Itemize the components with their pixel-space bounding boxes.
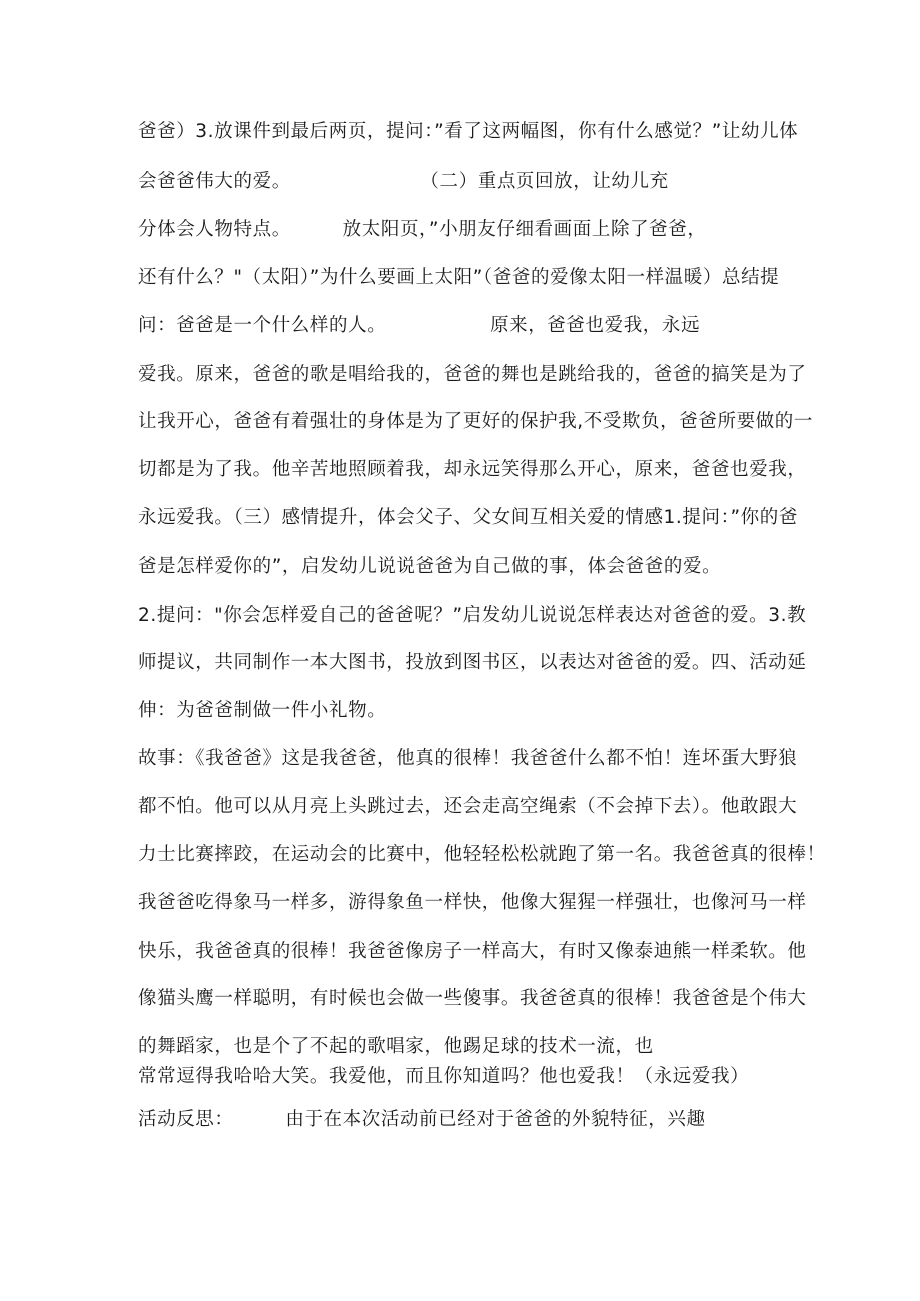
text-line: 分体会人物特点。 放太阳页，”小朋友仔细看画面上除了爸爸， <box>138 219 707 240</box>
text-line: 还有什么？"（太阳）”为什么要画上太阳”（爸爸的爱像太阳一样温暖）总结提 <box>138 267 780 288</box>
text-line: 师提议，共同制作一本大图书，投放到图书区，以表达对爸爸的爱。四、活动延 <box>138 652 807 673</box>
text-line: 问：爸爸是一个什么样的人。 原来，爸爸也爱我，永远 <box>138 315 701 336</box>
text-line: 切都是为了我。他辛苦地照顾着我，却永远笑得那么开心，原来，爸爸也爱我， <box>138 459 807 480</box>
text-line: 的舞蹈家，也是个了不起的歌唱家，他踢足球的技术一流，也 <box>138 1036 654 1057</box>
text-line: 故事：《我爸爸》这是我爸爸，他真的很棒！我爸爸什么都不怕！连坏蛋大野狼 <box>138 748 798 769</box>
text-line: 爸爸）3.放课件到最后两页，提问：”看了这两幅图，你有什么感觉？”让幼儿体 <box>138 121 799 142</box>
text-line: 会爸爸伟大的爱。 （二）重点页回放，让幼儿充 <box>138 171 669 192</box>
text-line: 我爸爸吃得象马一样多，游得象鱼一样快，他像大猩猩一样强壮，也像河马一样 <box>138 892 807 913</box>
text-line: 活动反思： 由于在本次活动前已经对于爸爸的外貌特征，兴趣 <box>138 1109 706 1130</box>
text-line: 像猫头鹰一样聪明，有时候也会做一些傻事。我爸爸真的很棒！我爸爸是个伟大 <box>138 988 807 1009</box>
text-line: 让我开心，爸爸有着强壮的身体是为了更好的保护我,不受欺负，爸爸所要做的一 <box>138 411 813 432</box>
text-line: 永远爱我。（三）感情提升，体会父子、父女间互相关爱的情感1.提问：”你的爸 <box>138 507 798 528</box>
text-line: 力士比赛摔跤，在运动会的比赛中，他轻轻松松就跑了第一名。我爸爸真的很棒！ <box>138 844 826 865</box>
text-line: 2.提问："你会怎样爱自己的爸爸呢？”启发幼儿说说怎样表达对爸爸的爱。3.教 <box>138 605 807 626</box>
text-line: 快乐，我爸爸真的很棒！我爸爸像房子一样高大，有时又像泰迪熊一样柔软。他 <box>138 941 807 962</box>
text-line: 都不怕。他可以从月亮上头跳过去，还会走高空绳索（不会掉下去）。他敢跟大 <box>138 796 798 817</box>
text-line: 伸：为爸爸制做一件小礼物。 <box>138 700 387 721</box>
text-line: 爸是怎样爱你的”，启发幼儿说说爸爸为自己做的事，体会爸爸的爱。 <box>138 556 722 577</box>
text-line: 爱我。原来，爸爸的歌是唱给我的，爸爸的舞也是跳给我的，爸爸的搞笑是为了 <box>138 364 807 385</box>
text-line: 常常逗得我哈哈大笑。我爱他，而且你知道吗？他也爱我！（永远爱我） <box>138 1066 750 1087</box>
